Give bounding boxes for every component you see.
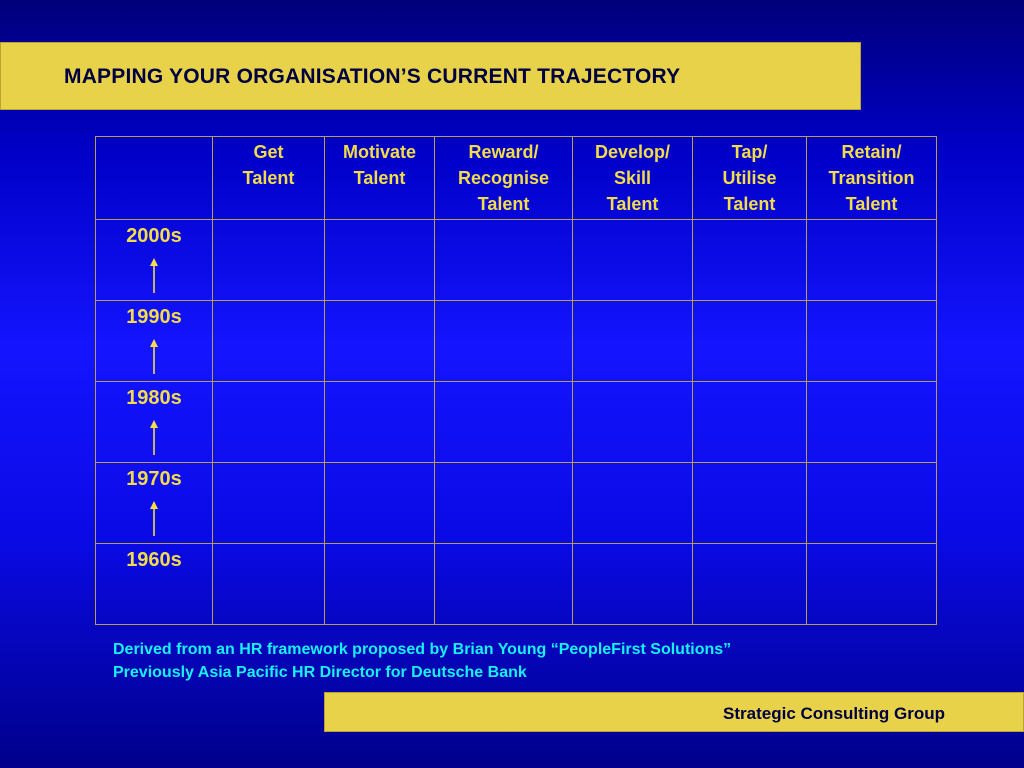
decade-label: 1990s: [126, 306, 182, 328]
empty-cell: [325, 544, 435, 625]
column-header-line: Transition: [828, 168, 915, 188]
column-header-line: Skill: [613, 168, 652, 188]
column-header-get-talent: [213, 137, 325, 220]
footnote-line: Derived from an HR framework proposed by Brian Young “PeopleFirst Solutions”: [113, 641, 732, 658]
up-arrow-icon: [147, 420, 161, 456]
empty-cell: [213, 220, 325, 301]
title-bar: [0, 42, 861, 110]
decade-label: 1970s: [126, 468, 182, 490]
slide-title: MAPPING YOUR ORGANISATION’S CURRENT TRAJECTORY: [64, 65, 681, 88]
column-header-line: Talent: [606, 194, 659, 214]
column-header-line: Get: [253, 142, 284, 162]
empty-cell: [435, 544, 573, 625]
header-row: [96, 137, 937, 220]
footer-bar: [324, 692, 1024, 732]
empty-cell: [807, 544, 937, 625]
row-label-cell: [96, 301, 213, 382]
empty-cell: [807, 463, 937, 544]
empty-cell: [573, 220, 693, 301]
empty-cell: [807, 301, 937, 382]
trajectory-table: [95, 136, 937, 625]
column-header-line: Tap/: [731, 142, 768, 162]
empty-cell: [325, 463, 435, 544]
column-header-line: Talent: [477, 194, 530, 214]
column-header-line: Reward/: [468, 142, 539, 162]
column-header-retain-talent: [807, 137, 937, 220]
column-header-line: Utilise: [722, 168, 777, 188]
table-row: [96, 544, 937, 625]
empty-cell: [213, 301, 325, 382]
empty-cell: [693, 382, 807, 463]
up-arrow-icon: [147, 339, 161, 375]
column-header-line: Talent: [845, 194, 898, 214]
empty-cell: [435, 463, 573, 544]
column-header-line: Motivate: [342, 142, 416, 162]
table-row: [96, 463, 937, 544]
empty-cell: [693, 544, 807, 625]
up-arrow-icon: [147, 501, 161, 537]
column-header-develop-talent: [573, 137, 693, 220]
empty-cell: [573, 544, 693, 625]
empty-cell: [693, 301, 807, 382]
row-label-cell: [96, 544, 213, 625]
column-header-line: Recognise: [457, 168, 550, 188]
column-header-line: Talent: [242, 168, 295, 188]
empty-cell: [693, 220, 807, 301]
footer-text: Strategic Consulting Group: [723, 704, 945, 723]
footnote: [113, 638, 731, 684]
table-row: [96, 220, 937, 301]
corner-cell: [96, 137, 213, 220]
empty-cell: [325, 301, 435, 382]
decade-label: 1980s: [126, 387, 182, 409]
empty-cell: [325, 382, 435, 463]
empty-cell: [693, 463, 807, 544]
column-header-line: Retain/: [841, 142, 902, 162]
row-label-cell: [96, 382, 213, 463]
table-row: [96, 382, 937, 463]
empty-cell: [435, 301, 573, 382]
column-header-reward-talent: [435, 137, 573, 220]
empty-cell: [213, 544, 325, 625]
empty-cell: [213, 382, 325, 463]
decade-label: 2000s: [126, 225, 182, 247]
column-header-line: Talent: [353, 168, 406, 188]
decade-label: 1960s: [126, 549, 182, 571]
empty-cell: [213, 463, 325, 544]
up-arrow-icon: [147, 258, 161, 294]
row-label-cell: [96, 220, 213, 301]
empty-cell: [325, 220, 435, 301]
empty-cell: [573, 463, 693, 544]
decade-rows: [96, 220, 937, 625]
table-row: [96, 301, 937, 382]
empty-cell: [573, 382, 693, 463]
column-header-motivate-talent: [325, 137, 435, 220]
row-label-cell: [96, 463, 213, 544]
footnote-line: Previously Asia Pacific HR Director for Deutsche Bank: [113, 664, 527, 681]
empty-cell: [435, 382, 573, 463]
column-header-tap-talent: [693, 137, 807, 220]
empty-cell: [573, 301, 693, 382]
empty-cell: [807, 220, 937, 301]
column-header-line: Develop/: [594, 142, 671, 162]
empty-cell: [807, 382, 937, 463]
column-header-line: Talent: [723, 194, 776, 214]
empty-cell: [435, 220, 573, 301]
